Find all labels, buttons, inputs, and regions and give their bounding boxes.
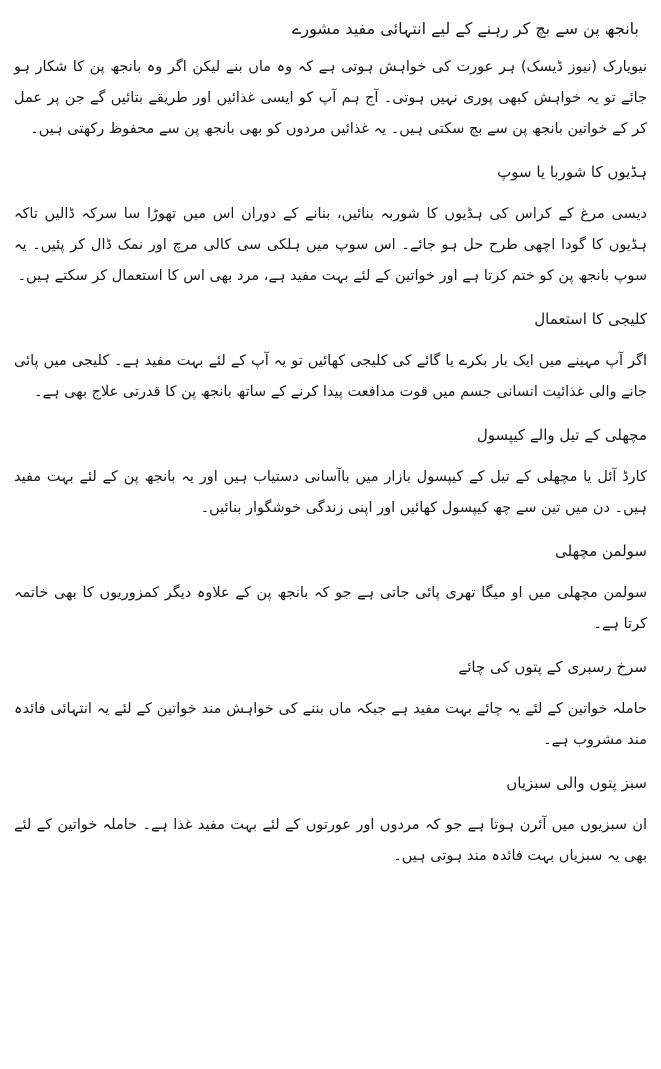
section-body-raspberry-tea: حاملہ خواتین کے لئے یہ چائے بہت مفید ہے جبکہ ماں بننے کی خواہش مند خواتین کے لئے یہ انتہائی فائدہ مند مشروب ہے۔ <box>14 701 647 748</box>
section-heading-leafy-greens: سبز پتوں والی سبزیاں <box>506 774 647 792</box>
section-body-bone-broth: دیسی مرغ کے کراس کی ہڈیوں کا شوربہ بنائیں، بنانے کے دوران اس میں تھوڑا سا سرکہ ڈالیں تاکہ ہڈیوں کا گودا اچھی طرح حل ہو جائے۔ اس سوپ میں ہلکی سی کالی مرچ اور نمک ڈال کر پئیں۔ یہ سوپ بانجھ پن کو ختم کرتا ہے اور خواتین کے لئے بہت مفید ہے، مرد بھی اس کا استعمال کر سکتے ہیں۔ <box>14 206 647 284</box>
section-heading-fish-oil: مچھلی کے تیل والے کیپسول <box>476 426 647 444</box>
section-body-fish-oil: کارڈ آئل یا مچھلی کے تیل کے کیپسول بازار میں باآسانی دستیاب ہیں اور یہ بانجھ پن کے لئے بہت مفید ہیں۔ دن میں تین سے چھ کیپسول کھائیں اور اپنی زندگی خوشگوار بنائیں۔ <box>14 469 647 516</box>
section-heading-salmon: سولمن مچھلی <box>555 542 647 560</box>
section-heading-raspberry-tea: سرخ رسبری کے پتوں کی چائے <box>458 658 647 676</box>
section-body-salmon: سولمن مچھلی میں او میگا تھری پائی جاتی ہے جو کہ بانجھ پن کے علاوہ دیگر کمزوریوں کا بھی خاتمہ کرتا ہے۔ <box>14 585 647 632</box>
article-title: بانجھ پن سے بچ کر رہنے کے لیے انتہائی مفید مشورے <box>292 19 639 38</box>
section-body-leafy-greens: ان سبزیوں میں آئرن ہوتا ہے جو کہ مردوں اور عورتوں کے لئے بہت مفید غذا ہے۔ حاملہ خواتین کے لئے بھی یہ سبزیاں بہت فائدہ مند ہوتی ہیں۔ <box>14 817 647 864</box>
section-body-liver: اگر آپ مہینے میں ایک بار بکرے یا گائے کی کلیجی کھائیں تو یہ آپ کے لئے بہت مفید ہے۔ کلیجی میں پائی جانے والی غذائیت انسانی جسم میں قوت مدافعت پیدا کرنے کے ساتھ بانجھ پن کا قدرتی علاج بھی ہے۔ <box>14 353 647 400</box>
intro-paragraph: نیویارک (نیوز ڈیسک) ہر عورت کی خواہش ہوتی ہے کہ وہ ماں بنے لیکن اگر وہ بانجھ پن کا شکار ہو جائے تو یہ خواہش کبھی پوری نہیں ہوتی۔ آج ہم آپ کو ایسی غذائیں اور طریقے بتائیں گے جن پر عمل کر کے خواتین بانجھ پن سے بچ سکتی ہیں۔ یہ غذائیں مردوں کو بھی بانجھ پن سے محفوظ رکھتی ہیں۔ <box>14 59 647 137</box>
section-heading-liver: کلیجی کا استعمال <box>534 310 647 328</box>
section-heading-bone-broth: ہڈیوں کا شوربا یا سوپ <box>497 163 647 181</box>
